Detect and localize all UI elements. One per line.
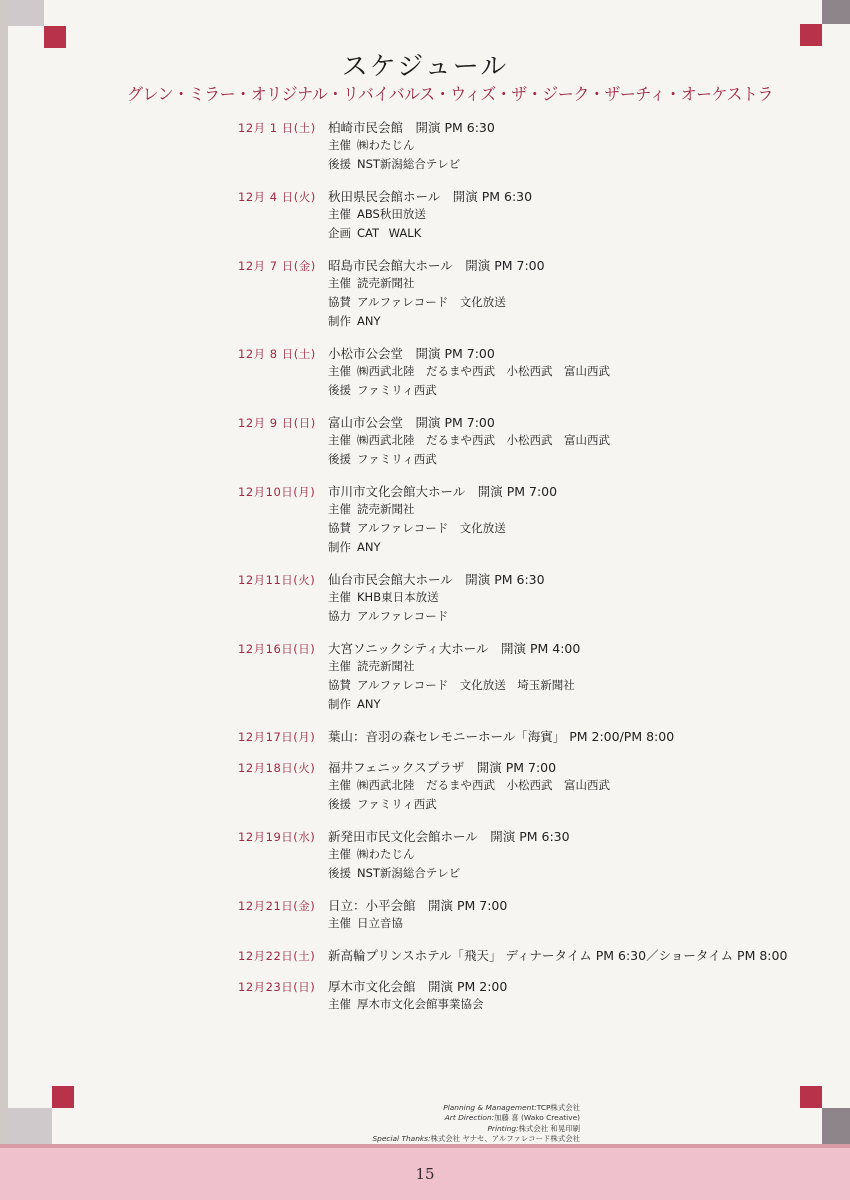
- concert-venue: 昭島市民会館大ホール 開演 PM 7:00: [328, 258, 545, 273]
- detail-role: 後援: [328, 383, 351, 397]
- concert-detail: [238, 137, 798, 156]
- detail-text: ㈱わたじん: [357, 138, 415, 152]
- schedule-entry-header: [238, 946, 798, 965]
- detail-role: 主催: [328, 590, 351, 604]
- page-edge: [0, 0, 8, 1200]
- concert-date: 12月21日(金): [238, 899, 316, 913]
- concert-date: 12月22日(土): [238, 949, 316, 963]
- concert-date: 12月11日(火): [238, 573, 316, 587]
- detail-role: 制作: [328, 697, 351, 711]
- concert-detail: [238, 589, 798, 608]
- schedule-entry: [238, 639, 798, 715]
- decor-square: [800, 1086, 822, 1108]
- concert-detail: [238, 658, 798, 677]
- concert-date: 12月 9 日(日): [238, 416, 316, 430]
- detail-role: 後援: [328, 452, 351, 466]
- detail-role: 主催: [328, 433, 351, 447]
- schedule-list: [238, 118, 798, 1027]
- detail-text: ㈱西武北陸 だるまや西武 小松西武 富山西武: [357, 778, 610, 792]
- page-title: スケジュール: [341, 52, 509, 82]
- detail-text: KHB東日本放送: [357, 590, 439, 604]
- detail-role: 協賛: [328, 295, 351, 309]
- schedule-entry-header: [238, 977, 798, 996]
- concert-detail: [238, 915, 798, 934]
- schedule-entry-header: [238, 482, 798, 501]
- schedule-entry: [238, 946, 798, 965]
- schedule-entry: [238, 570, 798, 627]
- concert-date: 12月 1 日(土): [238, 121, 316, 135]
- credits: [280, 1103, 580, 1145]
- detail-text: アルファレコード 文化放送 埼玉新聞社: [357, 678, 575, 692]
- decor-square: [8, 1108, 52, 1144]
- credit-value: 株式会社 ヤナセ、アルファレコード株式会社: [430, 1134, 580, 1144]
- credit-label: Planning & Management:: [443, 1103, 537, 1112]
- schedule-entry-header: [238, 827, 798, 846]
- concert-detail: [238, 608, 798, 627]
- schedule-entry-header: [238, 118, 798, 137]
- concert-detail: [238, 865, 798, 884]
- decor-square: [800, 24, 822, 46]
- concert-detail: [238, 996, 798, 1015]
- concert-venue: 小松市公会堂 開演 PM 7:00: [328, 346, 495, 361]
- schedule-entry: [238, 118, 798, 175]
- schedule-entry: [238, 896, 798, 934]
- concert-date: 12月 7 日(金): [238, 259, 316, 273]
- concert-venue: 日立：小平会館 開演 PM 7:00: [328, 898, 508, 913]
- concert-detail: [238, 206, 798, 225]
- detail-text: ㈱西武北陸 だるまや西武 小松西武 富山西武: [357, 364, 610, 378]
- detail-text: 厚木市文化会館事業協会: [357, 997, 484, 1011]
- schedule-entry-header: [238, 896, 798, 915]
- concert-date: 12月 4 日(火): [238, 190, 316, 204]
- schedule-entry: [238, 827, 798, 884]
- detail-text: ファミリィ西武: [357, 383, 437, 397]
- detail-text: アルファレコード 文化放送: [357, 521, 506, 535]
- decor-square: [822, 0, 850, 24]
- credit-label: Special Thanks:: [372, 1134, 431, 1144]
- concert-detail: [238, 677, 798, 696]
- detail-role: 制作: [328, 314, 351, 328]
- concert-venue: 新発田市民文化会館ホール 開演 PM 6:30: [328, 829, 570, 844]
- concert-venue: 市川市文化会館大ホール 開演 PM 7:00: [328, 484, 558, 499]
- detail-text: 読売新聞社: [357, 659, 415, 673]
- schedule-entry-header: [238, 187, 798, 206]
- detail-role: 協力: [328, 609, 351, 623]
- concert-venue: 秋田県民会館ホール 開演 PM 6:30: [328, 189, 533, 204]
- detail-role: 後援: [328, 157, 351, 171]
- concert-detail: [238, 520, 798, 539]
- detail-text: アルファレコード 文化放送: [357, 295, 506, 309]
- detail-text: NST新潟総合テレビ: [357, 157, 461, 171]
- detail-role: 協賛: [328, 521, 351, 535]
- schedule-entry: [238, 344, 798, 401]
- credit-line: [280, 1103, 580, 1113]
- detail-role: 主催: [328, 138, 351, 152]
- detail-role: 主催: [328, 276, 351, 290]
- schedule-entry-header: [238, 727, 798, 746]
- concert-date: 12月17日(月): [238, 730, 316, 744]
- credit-value: 加藤 喜 (Wako Creative): [494, 1113, 580, 1123]
- concert-detail: [238, 451, 798, 470]
- detail-role: 後援: [328, 866, 351, 880]
- detail-role: 後援: [328, 797, 351, 811]
- detail-role: 主催: [328, 778, 351, 792]
- detail-role: 主催: [328, 364, 351, 378]
- concert-detail: [238, 432, 798, 451]
- schedule-entry: [238, 256, 798, 332]
- concert-detail: [238, 294, 798, 313]
- detail-text: 読売新聞社: [357, 502, 415, 516]
- detail-text: CAT WALK: [357, 226, 422, 240]
- concert-detail: [238, 846, 798, 865]
- concert-detail: [238, 501, 798, 520]
- detail-text: 読売新聞社: [357, 276, 415, 290]
- concert-venue: 柏崎市民会館 開演 PM 6:30: [328, 120, 495, 135]
- concert-detail: [238, 363, 798, 382]
- detail-role: 協賛: [328, 678, 351, 692]
- schedule-entry: [238, 727, 798, 746]
- credit-value: TCP株式会社: [536, 1103, 580, 1112]
- credit-line: [280, 1113, 580, 1123]
- detail-role: 主催: [328, 847, 351, 861]
- decor-square: [8, 0, 44, 26]
- schedule-entry-header: [238, 570, 798, 589]
- concert-detail: [238, 156, 798, 175]
- detail-text: アルファレコード: [357, 609, 449, 623]
- concert-venue: 福井フェニックスプラザ 開演 PM 7:00: [328, 760, 557, 775]
- concert-venue: 富山市公会堂 開演 PM 7:00: [328, 415, 495, 430]
- detail-role: 主催: [328, 502, 351, 516]
- schedule-entry: [238, 413, 798, 470]
- concert-detail: [238, 275, 798, 294]
- detail-text: ANY: [357, 697, 381, 711]
- credit-label: Art Direction:: [444, 1113, 495, 1123]
- page-subtitle: グレン・ミラー・オリジナル・リバイバルス・ウィズ・ザ・ジーク・ザーチィ・オーケストラ: [126, 85, 774, 105]
- detail-text: NST新潟総合テレビ: [357, 866, 461, 880]
- concert-detail: [238, 382, 798, 401]
- detail-text: ファミリィ西武: [357, 797, 437, 811]
- schedule-entry: [238, 758, 798, 815]
- concert-detail: [238, 777, 798, 796]
- detail-text: ANY: [357, 540, 381, 554]
- concert-detail: [238, 225, 798, 244]
- detail-role: 主催: [328, 916, 351, 930]
- detail-text: ABS秋田放送: [357, 207, 426, 221]
- detail-text: ファミリィ西武: [357, 452, 437, 466]
- detail-text: ANY: [357, 314, 381, 328]
- concert-venue: 葉山：音羽の森セレモニーホール「海賓」 PM 2:00/PM 8:00: [328, 729, 675, 744]
- schedule-entry-header: [238, 758, 798, 777]
- detail-text: ㈱わたじん: [357, 847, 415, 861]
- concert-venue: 仙台市民会館大ホール 開演 PM 6:30: [328, 572, 545, 587]
- concert-date: 12月16日(日): [238, 642, 316, 656]
- schedule-entry-header: [238, 413, 798, 432]
- credit-label: Printing:: [487, 1123, 519, 1133]
- schedule-entry: [238, 482, 798, 558]
- concert-venue: 厚木市文化会館 開演 PM 2:00: [328, 979, 508, 994]
- decor-square: [822, 1108, 850, 1144]
- concert-detail: [238, 539, 798, 558]
- concert-date: 12月10日(月): [238, 485, 316, 499]
- detail-text: ㈱西武北陸 だるまや西武 小松西武 富山西武: [357, 433, 610, 447]
- concert-date: 12月18日(火): [238, 761, 316, 775]
- concert-detail: [238, 796, 798, 815]
- concert-date: 12月 8 日(土): [238, 347, 316, 361]
- concert-date: 12月23日(日): [238, 980, 316, 994]
- schedule-entry-header: [238, 344, 798, 363]
- schedule-entry: [238, 187, 798, 244]
- detail-role: 制作: [328, 540, 351, 554]
- schedule-entry: [238, 977, 798, 1015]
- detail-role: 主催: [328, 997, 351, 1011]
- concert-detail: [238, 313, 798, 332]
- concert-venue: 新高輪プリンスホテル「飛天」 ディナータイム PM 6:30／ショータイム PM 8:00: [328, 948, 788, 963]
- decor-square: [52, 1086, 74, 1108]
- detail-role: 主催: [328, 659, 351, 673]
- page-number: 15: [415, 1165, 435, 1183]
- detail-role: 企画: [328, 226, 351, 240]
- concert-detail: [238, 696, 798, 715]
- concert-date: 12月19日(水): [238, 830, 316, 844]
- schedule-entry-header: [238, 639, 798, 658]
- detail-role: 主催: [328, 207, 351, 221]
- concert-venue: 大宮ソニックシティ大ホール 開演 PM 4:00: [328, 641, 581, 656]
- decor-square: [44, 26, 66, 48]
- credit-line: [280, 1124, 580, 1134]
- credit-value: 株式会社 和晃印刷: [518, 1123, 580, 1133]
- detail-text: 日立音協: [357, 916, 403, 930]
- schedule-entry-header: [238, 256, 798, 275]
